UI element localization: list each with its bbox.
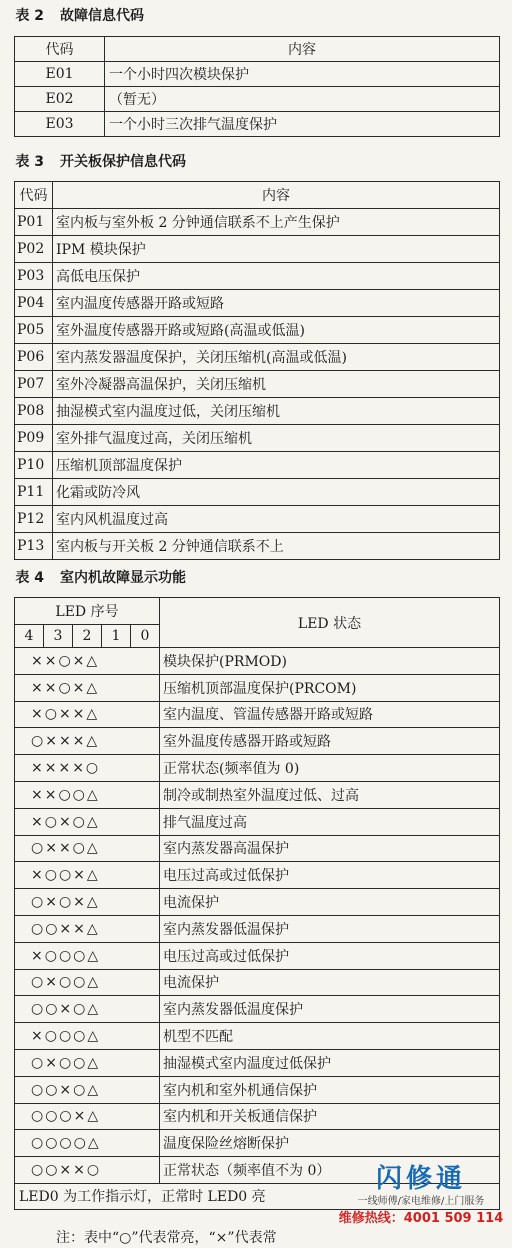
table-row [15,808,500,835]
led-status-text: 正常状态（频率值不为 0） [160,1157,500,1184]
table4-caption-number: 表 4 [15,570,44,586]
protection-code: P06 [15,344,53,371]
protection-code: P12 [15,506,53,533]
led-pattern: ○○××○ [15,1157,160,1184]
table-row [15,915,500,942]
led-status-text: 室内机和开关板通信保护 [160,1103,500,1130]
indoor-fault-display-table [14,597,500,1210]
brand-logo: 闪修通 [375,1164,466,1194]
table-row [15,452,500,479]
led-status-text: 室内蒸发器低温度保护 [160,996,500,1023]
table-row [15,674,500,701]
led-digit-1: 1 [102,625,131,648]
protection-code: P08 [15,398,53,425]
led-digit-0: 0 [131,625,160,648]
protection-description: 高低电压保护 [53,263,500,290]
table-row [15,263,500,290]
protection-code: P02 [15,236,53,263]
led-status-text: 抽湿模式室内温度过低保护 [160,1049,500,1076]
fault-description: 一个小时三次排气温度保护 [105,112,500,137]
table-row [15,996,500,1023]
led-pattern: ××××○ [15,755,160,782]
header-led-status: LED 状态 [160,598,500,648]
protection-description: 室外温度传感器开路或短路(高温或低温) [53,317,500,344]
brand-watermark [336,1163,506,1233]
fault-code: E01 [15,62,105,87]
table-row [15,781,500,808]
table-row [15,889,500,916]
led-digit-2: 2 [73,625,102,648]
table3-caption-text: 开关板保护信息代码 [60,154,186,170]
led-status-text: 压缩机顶部温度保护(PRCOM) [160,674,500,701]
table-row [15,648,500,675]
header-code: 代码 [15,182,53,209]
table-row [15,969,500,996]
protection-description: IPM 模块保护 [53,236,500,263]
led-pattern: ××○×△ [15,674,160,701]
led-status-text: 电流保护 [160,969,500,996]
table-row [15,87,500,112]
led-status-text: 排气温度过高 [160,808,500,835]
led-pattern: ○×○○△ [15,1049,160,1076]
led-pattern: ○○○×△ [15,1103,160,1130]
table-row [15,62,500,87]
led-pattern: ×○○○△ [15,1023,160,1050]
protection-code: P10 [15,452,53,479]
brand-tagline: 一线师傅/家电维修/上门服务 [357,1196,485,1207]
table-row [15,1130,500,1157]
table-row [15,317,500,344]
led-pattern: ○○×○△ [15,996,160,1023]
protection-code: P04 [15,290,53,317]
led-status-text: 室外温度传感器开路或短路 [160,728,500,755]
table-row [15,533,500,560]
table4-caption-text: 室内机故障显示功能 [60,570,186,586]
led-digit-3: 3 [44,625,73,648]
table-row [15,236,500,263]
header-led-number: LED 序号 [15,598,160,625]
table-row [15,506,500,533]
table-row [15,1023,500,1050]
fault-description: （暂无） [105,87,500,112]
led-status-text: 机型不匹配 [160,1023,500,1050]
protection-code: P11 [15,479,53,506]
protection-description: 室内板与开关板 2 分钟通信联系不上 [53,533,500,560]
led-pattern: ×○×○△ [15,808,160,835]
led-status-text: 电压过高或过低保护 [160,862,500,889]
protection-code: P03 [15,263,53,290]
table-row [15,398,500,425]
table-row [15,862,500,889]
table-row [15,701,500,728]
table-row [15,1103,500,1130]
led-status-text: 模块保护(PRMOD) [160,648,500,675]
table-row [15,835,500,862]
led0-footnote: LED0 为工作指示灯，正常时 LED0 亮 [15,1183,500,1209]
led-pattern: ××○○△ [15,781,160,808]
table-row [15,1076,500,1103]
led-pattern: ×○○○△ [15,942,160,969]
protection-description: 室内蒸发器温度保护，关闭压缩机(高温或低温) [53,344,500,371]
table3-caption [0,152,512,172]
fault-code-table [14,36,500,137]
table3-caption-number: 表 3 [15,154,44,170]
led-pattern: ×○○×△ [15,862,160,889]
protection-code: P05 [15,317,53,344]
led-status-text: 室内温度、管温传感器开路或短路 [160,701,500,728]
protection-description: 压缩机顶部温度保护 [53,452,500,479]
led-pattern: ○○○○△ [15,1130,160,1157]
table-row [15,1049,500,1076]
protection-description: 抽湿模式室内温度过低，关闭压缩机 [53,398,500,425]
led-status-text: 室内机和室外机通信保护 [160,1076,500,1103]
table2-caption-number: 表 2 [15,8,44,24]
table-row [15,942,500,969]
led-status-text: 室内蒸发器高温保护 [160,835,500,862]
table-row [15,112,500,137]
led-status-text: 制冷或制热室外温度过低、过高 [160,781,500,808]
switchboard-protection-table [14,181,500,560]
legend-note: 注：表中“○”代表常亮，“×”代表常 [56,1230,277,1246]
table-header-row [15,598,500,625]
header-code: 代码 [15,37,105,62]
fault-description: 一个小时四次模块保护 [105,62,500,87]
table-row [15,209,500,236]
fault-code: E02 [15,87,105,112]
table-row [15,344,500,371]
table-header-row [15,182,500,209]
led-status-text: 正常状态(频率值为 0) [160,755,500,782]
led-pattern: ○○××△ [15,915,160,942]
table2-caption [0,6,512,26]
table-row [15,425,500,452]
protection-code: P07 [15,371,53,398]
led-status-text: 电压过高或过低保护 [160,942,500,969]
led-digit-4: 4 [15,625,44,648]
table2-caption-text: 故障信息代码 [60,8,144,24]
led-status-text: 电流保护 [160,889,500,916]
protection-code: P09 [15,425,53,452]
protection-code: P01 [15,209,53,236]
led-status-text: 室内蒸发器低温保护 [160,915,500,942]
header-content: 内容 [105,37,500,62]
protection-description: 化霜或防冷风 [53,479,500,506]
table-row [15,728,500,755]
protection-description: 室内风机温度过高 [53,506,500,533]
table-row [15,371,500,398]
table-row [15,290,500,317]
led-pattern: ○×○○△ [15,969,160,996]
protection-description: 室外冷凝器高温保护，关闭压缩机 [53,371,500,398]
protection-description: 室内温度传感器开路或短路 [53,290,500,317]
table-row [15,755,500,782]
led-pattern: ○×××△ [15,728,160,755]
led-pattern: ×○××△ [15,701,160,728]
table-header-row [15,37,500,62]
led-pattern: ○○×○△ [15,1076,160,1103]
led-pattern: ○××○△ [15,835,160,862]
led-pattern: ××○×△ [15,648,160,675]
led-status-text: 温度保险丝熔断保护 [160,1130,500,1157]
header-content: 内容 [53,182,500,209]
protection-description: 室外排气温度过高，关闭压缩机 [53,425,500,452]
protection-code: P13 [15,533,53,560]
protection-description: 室内板与室外板 2 分钟通信联系不上产生保护 [53,209,500,236]
led-pattern: ○×○×△ [15,889,160,916]
table4-caption [0,568,512,588]
fault-code: E03 [15,112,105,137]
brand-hotline: 维修热线：4001 509 114 [338,1211,504,1226]
table-row [15,479,500,506]
